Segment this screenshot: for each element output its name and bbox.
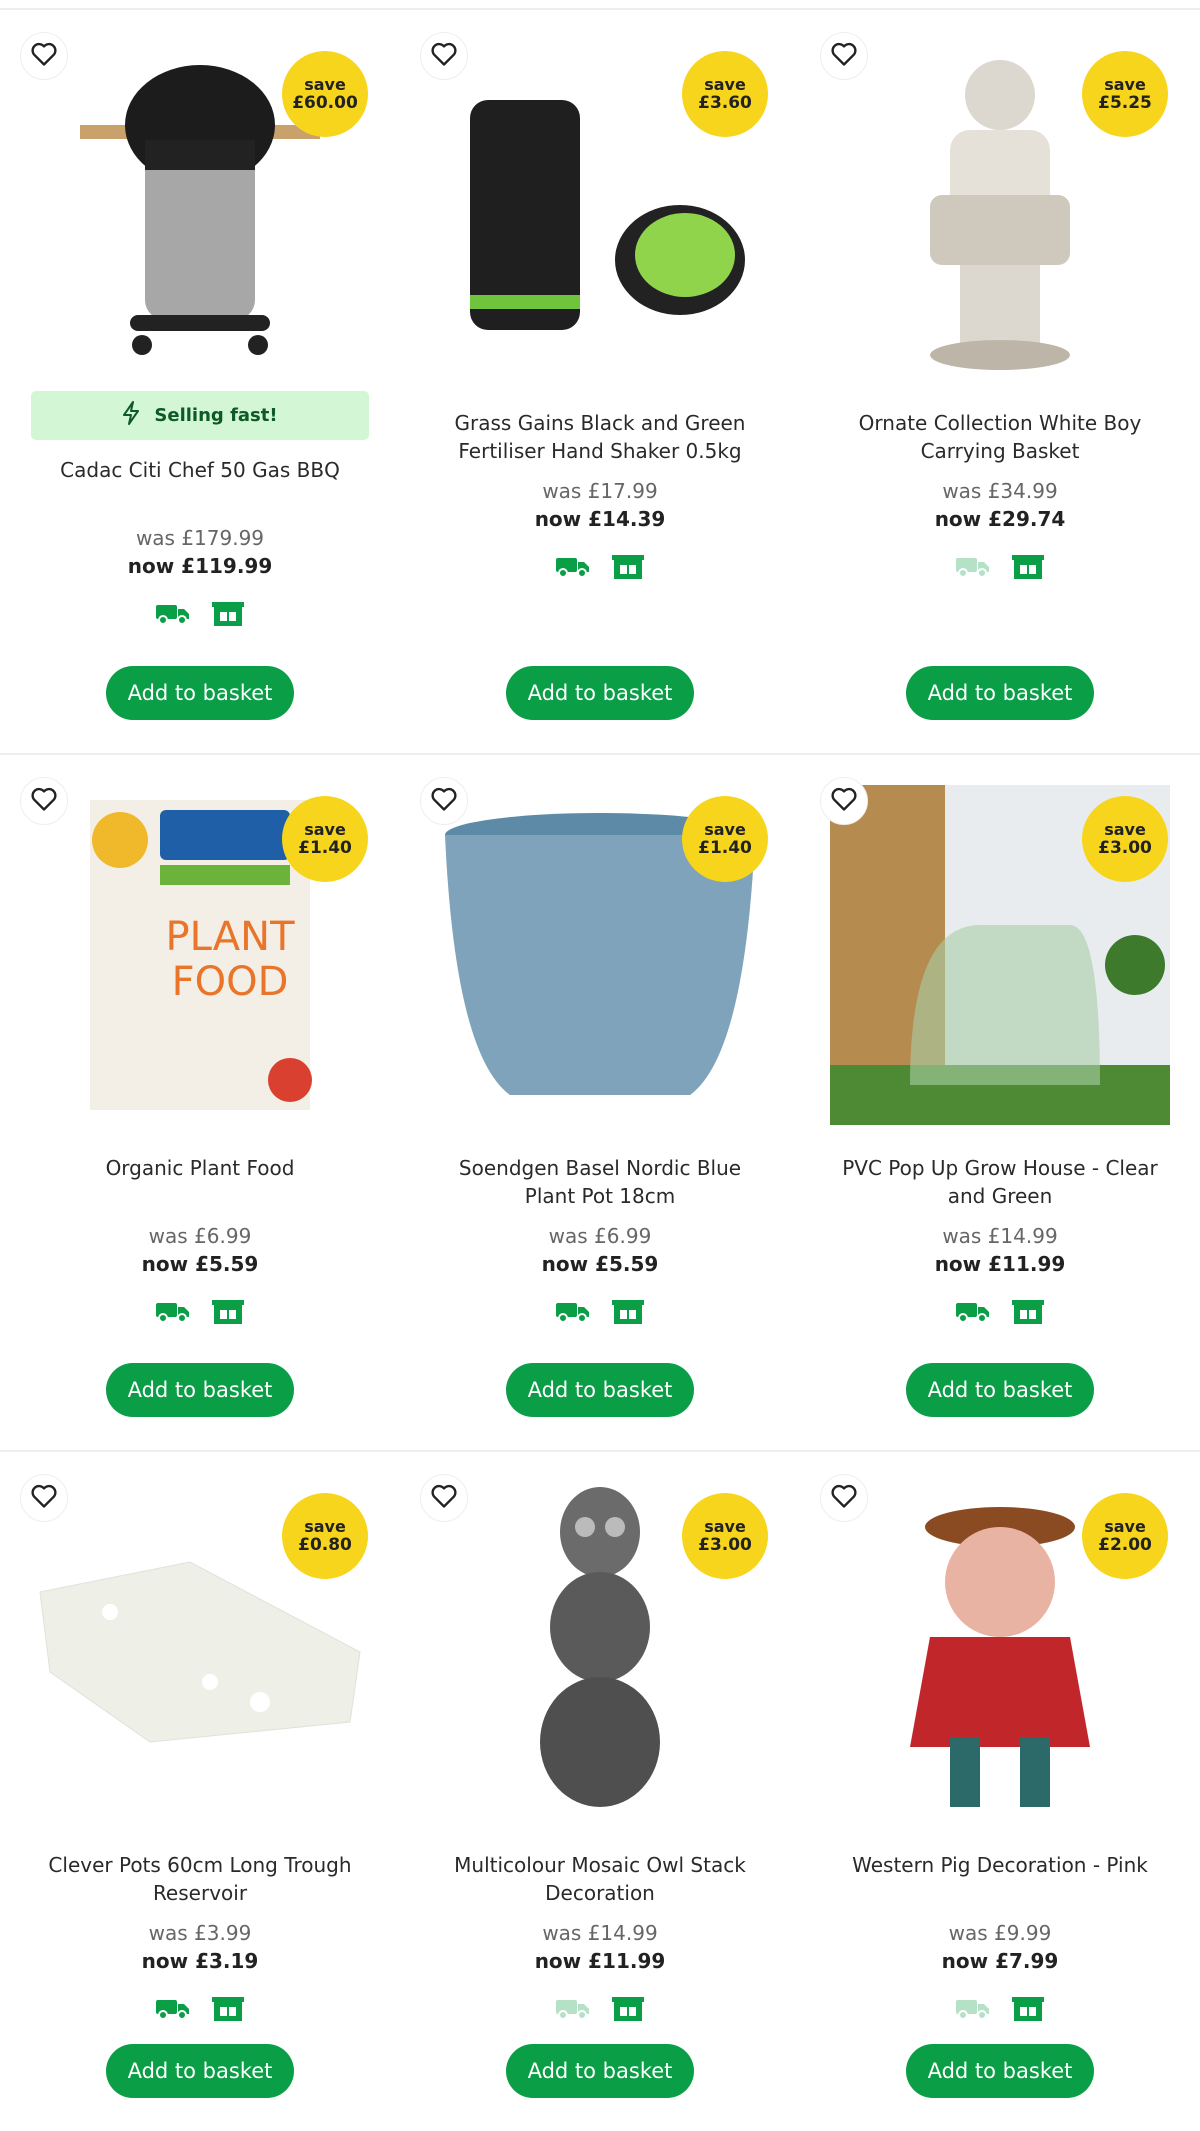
save-badge bbox=[682, 796, 768, 882]
save-badge bbox=[1082, 1493, 1168, 1579]
fulfilment-icons bbox=[156, 1300, 244, 1328]
click-collect-store-icon bbox=[212, 1300, 244, 1328]
delivery-truck-icon bbox=[956, 556, 990, 582]
save-amount: £3.60 bbox=[698, 93, 752, 113]
add-to-basket-button[interactable]: Add to basket bbox=[506, 1363, 694, 1417]
save-badge bbox=[1082, 796, 1168, 882]
save-label: save bbox=[1104, 1517, 1146, 1536]
save-badge bbox=[282, 796, 368, 882]
heart-icon bbox=[30, 41, 58, 71]
fulfilment-icons bbox=[556, 1300, 644, 1328]
add-to-basket-button[interactable]: Add to basket bbox=[106, 2044, 294, 2098]
heart-icon bbox=[830, 41, 858, 71]
product-title[interactable]: Grass Gains Black and Green Fertiliser Hand Shaker 0.5kg bbox=[454, 411, 746, 463]
click-collect-store-icon bbox=[612, 555, 644, 583]
save-amount: £1.40 bbox=[298, 838, 352, 858]
save-amount: £1.40 bbox=[698, 838, 752, 858]
was-price: was £9.99 bbox=[948, 1921, 1052, 1945]
heart-icon bbox=[30, 1483, 58, 1513]
product-title[interactable]: Western Pig Decoration - Pink bbox=[852, 1853, 1148, 1877]
add-to-basket-button[interactable]: Add to basket bbox=[906, 1363, 1094, 1417]
product-card bbox=[400, 10, 800, 753]
product-title[interactable]: Multicolour Mosaic Owl Stack Decoration bbox=[454, 1853, 746, 1905]
delivery-truck-icon bbox=[956, 1301, 990, 1327]
add-to-basket-button[interactable]: Add to basket bbox=[106, 1363, 294, 1417]
save-label: save bbox=[304, 820, 346, 839]
fulfilment-icons bbox=[556, 555, 644, 583]
save-badge bbox=[682, 1493, 768, 1579]
add-to-basket-button[interactable]: Add to basket bbox=[506, 666, 694, 720]
product-card bbox=[400, 755, 800, 1450]
delivery-truck-icon bbox=[556, 1998, 590, 2024]
save-amount: £0.80 bbox=[298, 1535, 352, 1555]
product-title[interactable]: Clever Pots 60cm Long Trough Reservoir bbox=[48, 1853, 352, 1905]
wishlist-heart-button[interactable] bbox=[420, 777, 468, 825]
now-price: now £5.59 bbox=[141, 1252, 259, 1276]
wishlist-heart-button[interactable] bbox=[820, 1474, 868, 1522]
product-card bbox=[0, 755, 400, 1450]
fulfilment-icons bbox=[556, 1997, 644, 2025]
product-row bbox=[0, 1452, 1200, 2131]
save-label: save bbox=[704, 75, 746, 94]
now-price: now £29.74 bbox=[934, 507, 1066, 531]
lightning-icon bbox=[122, 401, 140, 430]
save-amount: £5.25 bbox=[1098, 93, 1152, 113]
delivery-truck-icon bbox=[556, 1301, 590, 1327]
fulfilment-icons bbox=[156, 602, 244, 630]
delivery-truck-icon bbox=[156, 603, 190, 629]
click-collect-store-icon bbox=[612, 1997, 644, 2025]
svg-text:PLANT: PLANT bbox=[165, 914, 295, 960]
product-card bbox=[0, 10, 400, 753]
fulfilment-icons bbox=[956, 555, 1044, 583]
heart-icon bbox=[430, 786, 458, 816]
svg-text:FOOD: FOOD bbox=[171, 959, 289, 1005]
heart-icon bbox=[830, 786, 858, 816]
add-to-basket-button[interactable]: Add to basket bbox=[906, 666, 1094, 720]
save-label: save bbox=[704, 820, 746, 839]
save-label: save bbox=[1104, 820, 1146, 839]
product-title[interactable]: PVC Pop Up Grow House - Clear and Green bbox=[842, 1156, 1158, 1208]
click-collect-store-icon bbox=[612, 1300, 644, 1328]
product-title[interactable]: Ornate Collection White Boy Carrying Basket bbox=[858, 411, 1142, 463]
heart-icon bbox=[430, 41, 458, 71]
heart-icon bbox=[830, 1483, 858, 1513]
top-divider bbox=[0, 0, 1200, 10]
save-badge bbox=[1082, 51, 1168, 137]
wishlist-heart-button[interactable] bbox=[20, 777, 68, 825]
fulfilment-icons bbox=[956, 1997, 1044, 2025]
delivery-truck-icon bbox=[156, 1998, 190, 2024]
save-badge bbox=[282, 1493, 368, 1579]
wishlist-heart-button[interactable] bbox=[20, 32, 68, 80]
heart-icon bbox=[30, 786, 58, 816]
click-collect-store-icon bbox=[212, 602, 244, 630]
product-card bbox=[800, 10, 1200, 753]
click-collect-store-icon bbox=[1012, 555, 1044, 583]
was-price: was £17.99 bbox=[542, 479, 658, 503]
selling-fast-banner bbox=[31, 391, 369, 440]
product-title[interactable]: Organic Plant Food bbox=[105, 1156, 295, 1180]
add-to-basket-button[interactable]: Add to basket bbox=[506, 2044, 694, 2098]
wishlist-heart-button[interactable] bbox=[820, 777, 868, 825]
delivery-truck-icon bbox=[156, 1301, 190, 1327]
save-amount: £60.00 bbox=[292, 93, 358, 113]
delivery-truck-icon bbox=[556, 556, 590, 582]
save-badge bbox=[682, 51, 768, 137]
was-price: was £14.99 bbox=[942, 1224, 1058, 1248]
now-price: now £11.99 bbox=[934, 1252, 1066, 1276]
click-collect-store-icon bbox=[212, 1997, 244, 2025]
now-price: now £11.99 bbox=[534, 1949, 666, 1973]
save-amount: £3.00 bbox=[1098, 838, 1152, 858]
was-price: was £6.99 bbox=[548, 1224, 652, 1248]
add-to-basket-button[interactable]: Add to basket bbox=[906, 2044, 1094, 2098]
save-label: save bbox=[304, 75, 346, 94]
product-row bbox=[0, 10, 1200, 755]
fulfilment-icons bbox=[156, 1997, 244, 2025]
save-label: save bbox=[704, 1517, 746, 1536]
now-price: now £5.59 bbox=[541, 1252, 659, 1276]
add-to-basket-button[interactable]: Add to basket bbox=[106, 666, 294, 720]
wishlist-heart-button[interactable] bbox=[420, 1474, 468, 1522]
save-badge bbox=[282, 51, 368, 137]
product-card bbox=[800, 755, 1200, 1450]
was-price: was £14.99 bbox=[542, 1921, 658, 1945]
heart-icon bbox=[430, 1483, 458, 1513]
was-price: was £6.99 bbox=[148, 1224, 252, 1248]
was-price: was £34.99 bbox=[942, 479, 1058, 503]
save-amount: £3.00 bbox=[698, 1535, 752, 1555]
delivery-truck-icon bbox=[956, 1998, 990, 2024]
wishlist-heart-button[interactable] bbox=[20, 1474, 68, 1522]
was-price: was £179.99 bbox=[135, 526, 265, 550]
now-price: now £3.19 bbox=[141, 1949, 259, 1973]
click-collect-store-icon bbox=[1012, 1997, 1044, 2025]
save-label: save bbox=[1104, 75, 1146, 94]
product-grid bbox=[0, 10, 1200, 2131]
now-price: now £7.99 bbox=[941, 1949, 1059, 1973]
now-price: now £119.99 bbox=[127, 554, 273, 578]
wishlist-heart-button[interactable] bbox=[420, 32, 468, 80]
wishlist-heart-button[interactable] bbox=[820, 32, 868, 80]
product-card bbox=[800, 1452, 1200, 2131]
product-title[interactable]: Cadac Citi Chef 50 Gas BBQ bbox=[60, 458, 340, 482]
click-collect-store-icon bbox=[1012, 1300, 1044, 1328]
product-title[interactable]: Soendgen Basel Nordic Blue Plant Pot 18cm bbox=[458, 1156, 742, 1208]
fulfilment-icons bbox=[956, 1300, 1044, 1328]
product-card bbox=[400, 1452, 800, 2131]
product-row bbox=[0, 755, 1200, 1452]
now-price: now £14.39 bbox=[534, 507, 666, 531]
product-card bbox=[0, 1452, 400, 2131]
banner-text: Selling fast! bbox=[154, 405, 278, 426]
save-label: save bbox=[304, 1517, 346, 1536]
was-price: was £3.99 bbox=[148, 1921, 252, 1945]
save-amount: £2.00 bbox=[1098, 1535, 1152, 1555]
